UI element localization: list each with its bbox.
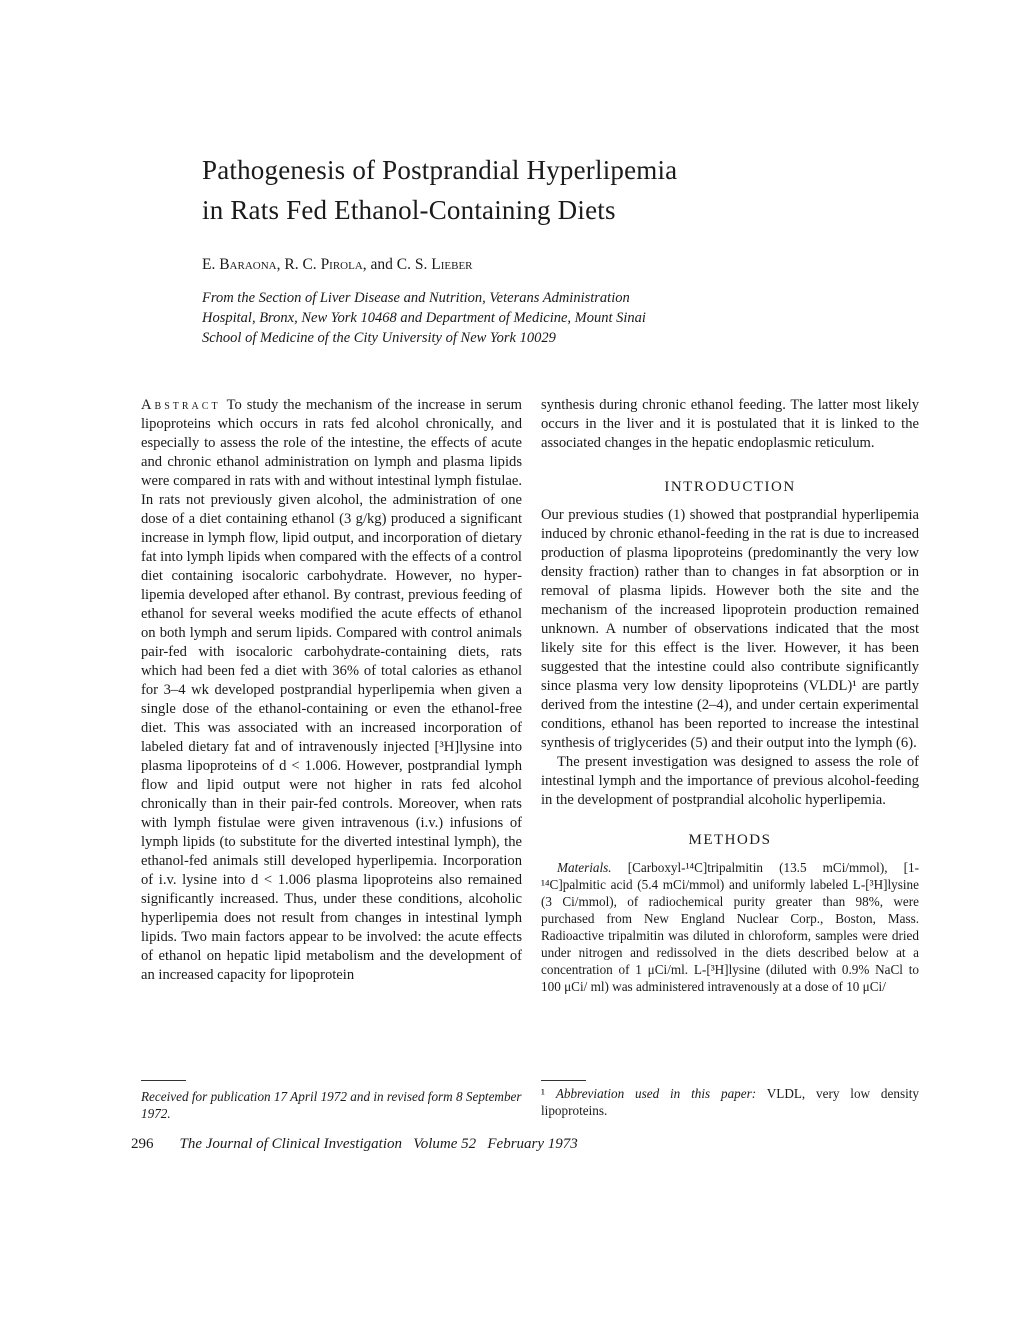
page-footer xyxy=(131,1136,578,1153)
introduction-paragraph-1: Our previous studies (1) showed that postprandial hyperlipemia induced by chronic ethanol-feeding in the rat is due to increased production of plasma lipoproteins (predominantly the very low density fraction) rather than to changes in fat absorption or in removal of plasma lipids. However both the site and the mechanism of the increased lipoprotein production remained unknown. A number of observations indicated that the most likely site for this effect is the liver. However, it has been suggested that the intestine could also contribute significantly since plasma very low density lipoproteins (VLDL)¹ are partly derived from the intestine (2–4), and under certain experimental conditions, ethanol has been reported to increase the intestinal synthesis of triglycerides (5) and their output into the lymph (6). xyxy=(541,507,919,751)
methods-heading: METHODS xyxy=(688,832,772,848)
abstract-continuation: synthesis during chronic ethanol feeding. The latter most likely occurs in the liver and it is postulated that it is linked to the associated changes in the hepatic endoplasmic reticulum. xyxy=(541,397,919,451)
article-title xyxy=(202,150,902,230)
title-line-2: in Rats Fed Ethanol-Containing Diets xyxy=(202,195,616,225)
author-affiliation xyxy=(202,288,762,348)
received-footnote: Received for publication 17 April 1972 and in revised form 8 September 1972. xyxy=(141,1089,522,1121)
introduction-heading: INTRODUCTION xyxy=(664,479,796,495)
footnote-divider-right xyxy=(541,1080,586,1081)
author-2-name: Pirola xyxy=(320,256,363,273)
affiliation-line-3: School of Medicine of the City University of New York 10029 xyxy=(202,330,556,346)
author-list xyxy=(202,256,473,274)
affiliation-line-2: Hospital, Bronx, New York 10468 and Department of Medicine, Mount Sinai xyxy=(202,310,646,326)
abstract-text: To study the mechanism of the increase in serum lipoproteins which occurs in rats fed alcohol chronically, and especially to assess the role of the intestine, the effects of acute and chronic ethanol administration on lymph and plasma lipids were compared in rats with and without intestinal lymph fistulae. In rats not previously given alcohol, the administration of one dose of a diet containing ethanol (3 g/kg) produced a significant increase in lymph flow, lipid output, and incorporation of dietary fat into lymph lipids when compared with the effects of a control diet containing isocaloric carbohydrate. However, no hyperlipemia developed after ethanol. By contrast, previous feeding of ethanol for several weeks modified the acute effects of ethanol on both lymph and serum lipids. Compared with control animals pair-fed with isocaloric carbohydrate-containing diets, rats which had been fed a diet with 36% of total calories as ethanol for 3–4 wk developed postprandial hyperlipemia when given a single dose of the ethanol-containing or even the ethanol-free diet. This was associated with an increased incorporation of labeled dietary fat and of intravenously injected [³H]lysine into plasma lipoproteins of d < 1.006. However, postprandial lymph flow and lipid output were not higher in rats fed alcohol chronically than in their pair-fed controls. Moreover, when rats with lymph fistulae were given intravenous (i.v.) infusions of lymph lipids (to substitute for the diverted intestinal lymph), the ethanol-fed animals still developed hyperlipemia. Incorporation of i.v. lysine into d < 1.006 plasma lipoproteins also remained significantly increased. Thus, under these conditions, alcoholic hyperlipemia does not result from changes in intestinal lymph lipids. Two main factors appear to be involved: the acute effects of ethanol on hepatic lipid metabolism and the development of an increased capacity for lipoprotein xyxy=(141,397,522,983)
introduction-paragraph-2: The present investigation was designed to assess the role of intestinal lymph and the importance of previous alcohol-feeding in the development of postprandial alcoholic hyperlipemia. xyxy=(541,754,919,808)
methods-materials-text: [Carboxyl-¹⁴C]tripalmitin (13.5 mCi/mmol), [1-¹⁴C]palmitic acid (5.4 mCi/mmol) and uniformly labeled L-[³H]lysine (3 Ci/mmol), of radiochemical purity greater than 98%, were purchased from New England Nuclear Corp., Boston, Mass. Radioactive tripalmitin was diluted in chloroform, samples were dried under nitrogen and redissolved in the diets described below at a concentration of 1 μCi/ml. L-[³H]lysine (diluted with 0.9% NaCl to 100 μCi/ ml) was administered intravenously at a dose of 10 μCi/ xyxy=(541,860,919,994)
abstract xyxy=(141,396,522,985)
page-number: 296 xyxy=(131,1136,154,1152)
author-1-name: Baraona xyxy=(219,256,277,273)
author-3-name: Lieber xyxy=(431,256,473,273)
abstract-label: Abstract xyxy=(141,397,221,413)
abbreviation-label: Abbreviation used in this paper: xyxy=(555,1086,757,1101)
abbreviation-text: VLDL, very low density lipoproteins. xyxy=(541,1086,920,1118)
footnote-divider-left xyxy=(141,1080,186,1081)
left-column xyxy=(141,396,522,985)
right-column xyxy=(541,396,919,995)
title-line-1: Pathogenesis of Postprandial Hyperlipemia xyxy=(202,155,678,185)
methods-materials-paragraph xyxy=(541,859,919,995)
author-separator-2: , and C. S. xyxy=(362,256,432,273)
footnote-mark: ¹ xyxy=(541,1086,545,1101)
methods-materials-label: Materials. xyxy=(557,860,612,875)
journal-citation: The Journal of Clinical Investigation Volume 52 February 1973 xyxy=(179,1136,578,1152)
author-separator-1: , R. C. xyxy=(276,256,321,273)
author-1-initial: E. xyxy=(202,256,220,273)
abbreviation-footnote xyxy=(541,1085,919,1119)
affiliation-line-1: From the Section of Liver Disease and Nutrition, Veterans Administration xyxy=(202,290,630,306)
